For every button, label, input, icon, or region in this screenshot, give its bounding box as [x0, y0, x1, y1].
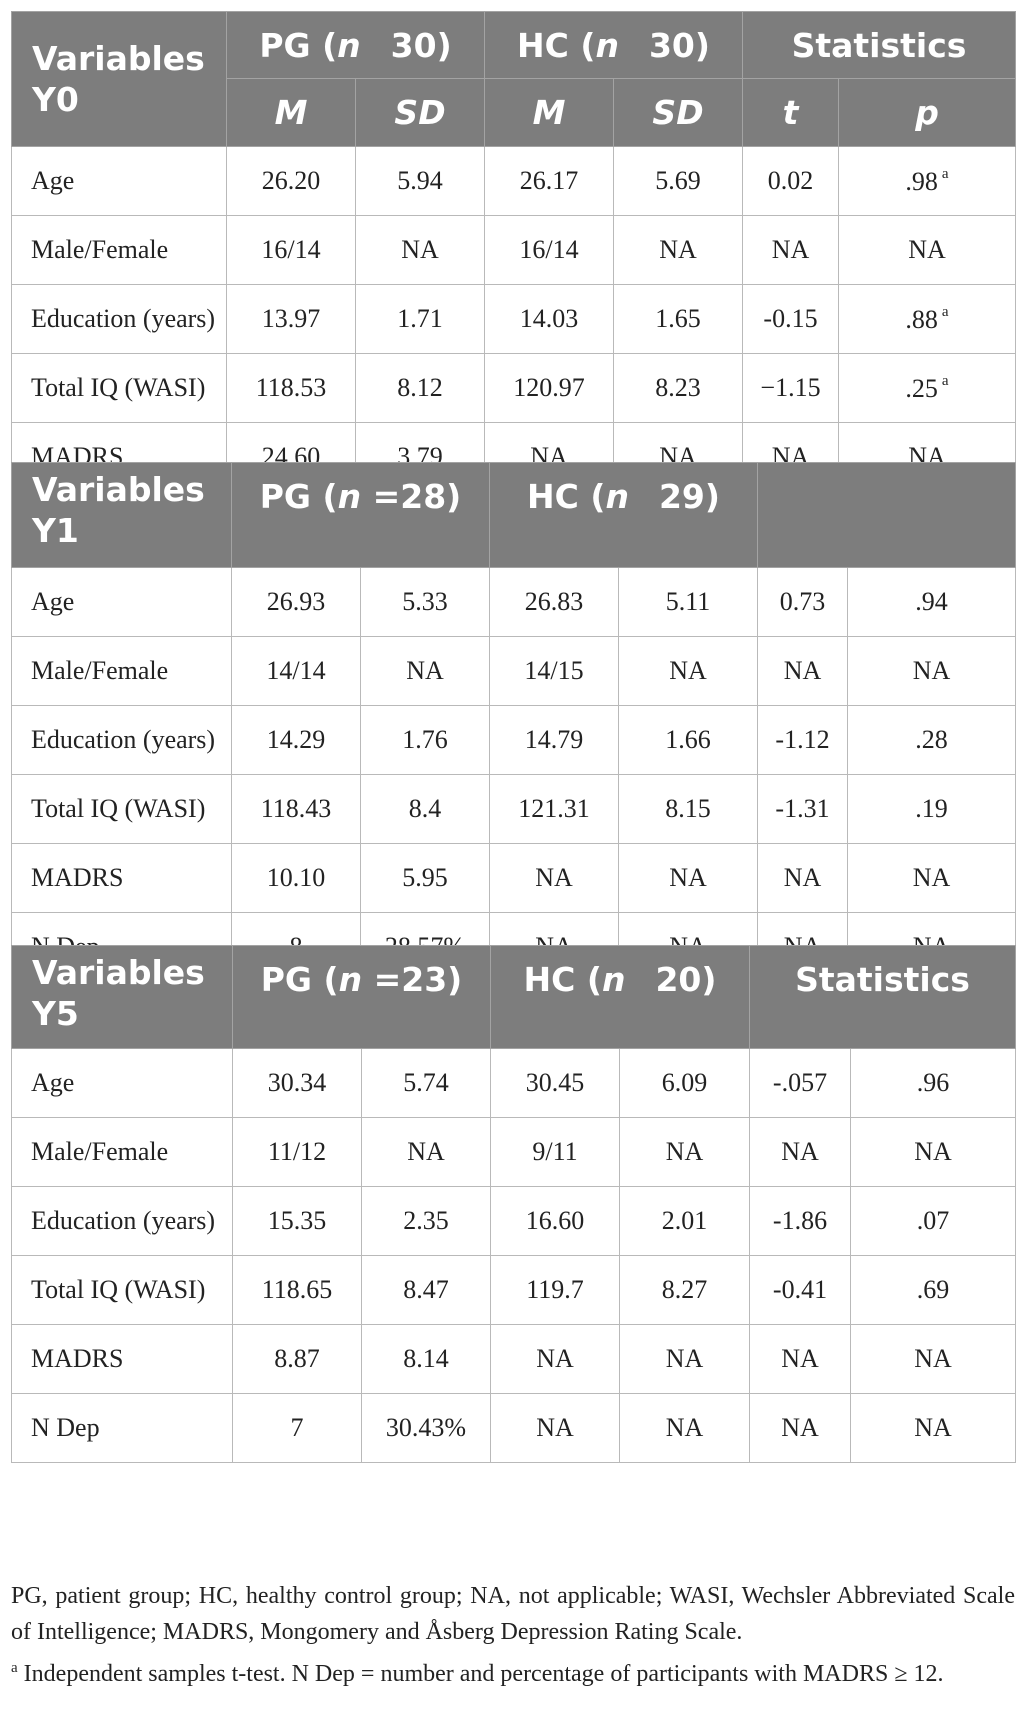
- cell: NA: [620, 1394, 750, 1463]
- cell: .88 $^a$: [839, 285, 1016, 354]
- row-label: Male/Female: [12, 216, 227, 285]
- cell: 8.87: [233, 1325, 362, 1394]
- cell: 30.45: [491, 1049, 620, 1118]
- variables-header-y0: Variables Y0: [12, 12, 227, 147]
- cell: 0.73: [758, 568, 848, 637]
- cell: .07: [851, 1187, 1016, 1256]
- table-row: [12, 1394, 1016, 1463]
- cell: 5.95: [361, 844, 490, 913]
- cell: .19: [848, 775, 1016, 844]
- row-label: MADRS: [12, 844, 232, 913]
- cell: NA: [758, 637, 848, 706]
- cell: 16/14: [227, 216, 356, 285]
- cell: 119.7: [491, 1256, 620, 1325]
- footnote-marker: a: [941, 303, 949, 320]
- cell: .98 $^a$: [839, 147, 1016, 216]
- cell: 15.35: [233, 1187, 362, 1256]
- hc-group-header-y1: HC (n 29): [490, 463, 758, 568]
- cell: 10.10: [232, 844, 361, 913]
- cell: NA: [491, 1394, 620, 1463]
- statistics-header-y5: Statistics: [750, 946, 1016, 1049]
- footnote-marker: a: [11, 1660, 18, 1676]
- table-y0: [11, 11, 1016, 492]
- pg-m-header: M: [227, 79, 356, 147]
- cell: .69: [851, 1256, 1016, 1325]
- cell: NA: [743, 216, 839, 285]
- row-label: Age: [12, 568, 232, 637]
- cell: NA: [758, 913, 848, 982]
- cell: 5.11: [619, 568, 758, 637]
- cell: NA: [485, 423, 614, 492]
- cell: 121.31: [490, 775, 619, 844]
- row-label: Education (years): [12, 285, 227, 354]
- row-label: Education (years): [12, 706, 232, 775]
- cell: NA: [491, 1325, 620, 1394]
- cell: 2.35: [362, 1187, 491, 1256]
- table-row: [12, 1187, 1016, 1256]
- table-row: [12, 1256, 1016, 1325]
- cell: NA: [848, 913, 1016, 982]
- cell: 5.74: [362, 1049, 491, 1118]
- table-row: [12, 216, 1016, 285]
- cell: 1.66: [619, 706, 758, 775]
- cell: -0.15: [743, 285, 839, 354]
- cell: 7: [233, 1394, 362, 1463]
- footnote-marker: a: [941, 372, 949, 389]
- variables-header-y5: Variables Y5: [12, 946, 233, 1049]
- cell: .96: [851, 1049, 1016, 1118]
- cell: NA: [851, 1325, 1016, 1394]
- cell: .94: [848, 568, 1016, 637]
- row-label: Total IQ (WASI): [12, 1256, 233, 1325]
- cell: NA: [839, 216, 1016, 285]
- cell: 8.4: [361, 775, 490, 844]
- cell: 26.93: [232, 568, 361, 637]
- cell: -0.41: [750, 1256, 851, 1325]
- cell: 30.34: [233, 1049, 362, 1118]
- cell: 8.14: [362, 1325, 491, 1394]
- cell: NA: [848, 844, 1016, 913]
- cell: NA: [750, 1394, 851, 1463]
- row-label: Male/Female: [12, 1118, 233, 1187]
- cell: 8.23: [614, 354, 743, 423]
- table-footnote: PG, patient group; HC, healthy control group; NA, not applicable; WASI, Wechsler Abbreviated Scale of Intelligence; MADRS, Mongomery and Åsberg Depression Rating Scale. $^a$ Independent samples t-test. N Dep = number and percentage of participants with MADRS ≥ 12.: [11, 1583, 1015, 1687]
- cell: .28: [848, 706, 1016, 775]
- cell: -1.12: [758, 706, 848, 775]
- hc-sd-header: SD: [614, 79, 743, 147]
- cell: NA: [743, 423, 839, 492]
- cell: 14/15: [490, 637, 619, 706]
- statistics-header-y0: Statistics: [743, 12, 1016, 79]
- cell: 5.33: [361, 568, 490, 637]
- cell: NA: [839, 423, 1016, 492]
- cell: 118.43: [232, 775, 361, 844]
- cell: 26.20: [227, 147, 356, 216]
- row-label: Total IQ (WASI): [12, 775, 232, 844]
- cell: 8.47: [362, 1256, 491, 1325]
- variables-header-y1: Variables Y1: [12, 463, 232, 568]
- row-label: Education (years): [12, 1187, 233, 1256]
- table-row: [12, 1049, 1016, 1118]
- cell: 8.15: [619, 775, 758, 844]
- cell: 24.60: [227, 423, 356, 492]
- p-header: p: [839, 79, 1016, 147]
- cell: 13.97: [227, 285, 356, 354]
- cell: 28,57%: [361, 913, 490, 982]
- row-label: MADRS: [12, 423, 227, 492]
- cell: NA: [750, 1325, 851, 1394]
- cell: NA: [758, 844, 848, 913]
- cell: NA: [614, 423, 743, 492]
- pg-group-header-y0: PG (n 30): [227, 12, 485, 79]
- cell: NA: [619, 913, 758, 982]
- row-label: Age: [12, 147, 227, 216]
- table-row: [12, 285, 1016, 354]
- cell: 16/14: [485, 216, 614, 285]
- table-row: [12, 147, 1016, 216]
- cell: 0.02: [743, 147, 839, 216]
- row-label: N Dep: [12, 913, 232, 982]
- cell: 2.01: [620, 1187, 750, 1256]
- footnote-marker: a: [941, 165, 949, 182]
- hc-group-header-y0: HC (n 30): [485, 12, 743, 79]
- cell: 14.03: [485, 285, 614, 354]
- cell: NA: [490, 844, 619, 913]
- table-row: [12, 706, 1016, 775]
- cell: NA: [356, 216, 485, 285]
- cell: NA: [620, 1118, 750, 1187]
- cell: NA: [619, 844, 758, 913]
- table-row: [12, 568, 1016, 637]
- cell: 30.43%: [362, 1394, 491, 1463]
- cell: 26.17: [485, 147, 614, 216]
- row-label: Age: [12, 1049, 233, 1118]
- cell: NA: [362, 1118, 491, 1187]
- cell: 11/12: [233, 1118, 362, 1187]
- table-row: [12, 844, 1016, 913]
- cell: −1.15: [743, 354, 839, 423]
- cell: 6.09: [620, 1049, 750, 1118]
- pg-group-header-y1: PG (n =28): [232, 463, 490, 568]
- cell: .25 $^a$: [839, 354, 1016, 423]
- row-label: MADRS: [12, 1325, 233, 1394]
- cell: -.057: [750, 1049, 851, 1118]
- cell: 5.69: [614, 147, 743, 216]
- cell: NA: [361, 637, 490, 706]
- cell: 1.65: [614, 285, 743, 354]
- cell: 14/14: [232, 637, 361, 706]
- cell: 8.27: [620, 1256, 750, 1325]
- hc-group-header-y5: HC (n 20): [491, 946, 750, 1049]
- table-row: [12, 775, 1016, 844]
- cell: -1.31: [758, 775, 848, 844]
- cell: 120.97: [485, 354, 614, 423]
- row-label: Male/Female: [12, 637, 232, 706]
- cell: 1.76: [361, 706, 490, 775]
- table-row: [12, 354, 1016, 423]
- table-y1: [11, 462, 1016, 982]
- cell: NA: [851, 1394, 1016, 1463]
- cell: 14.29: [232, 706, 361, 775]
- pg-sd-header: SD: [356, 79, 485, 147]
- statistics-header-y1: [758, 463, 1016, 568]
- cell: 16.60: [491, 1187, 620, 1256]
- table-y5: [11, 945, 1016, 1463]
- table-row: [12, 1325, 1016, 1394]
- cell: NA: [750, 1118, 851, 1187]
- pg-group-header-y5: PG (n =23): [233, 946, 491, 1049]
- cell: 118.53: [227, 354, 356, 423]
- cell: 1.71: [356, 285, 485, 354]
- cell: 3.79: [356, 423, 485, 492]
- cell: NA: [851, 1118, 1016, 1187]
- cell: NA: [619, 637, 758, 706]
- table-row: [12, 1118, 1016, 1187]
- t-header: t: [743, 79, 839, 147]
- cell: -1.86: [750, 1187, 851, 1256]
- cell: 9/11: [491, 1118, 620, 1187]
- hc-m-header: M: [485, 79, 614, 147]
- cell: NA: [490, 913, 619, 982]
- cell: NA: [620, 1325, 750, 1394]
- cell: 8.12: [356, 354, 485, 423]
- cell: NA: [848, 637, 1016, 706]
- cell: 14.79: [490, 706, 619, 775]
- row-label: N Dep: [12, 1394, 233, 1463]
- cell: 5.94: [356, 147, 485, 216]
- cell: 118.65: [233, 1256, 362, 1325]
- cell: NA: [614, 216, 743, 285]
- table-row: [12, 637, 1016, 706]
- row-label: Total IQ (WASI): [12, 354, 227, 423]
- cell: 26.83: [490, 568, 619, 637]
- cell: 8: [232, 913, 361, 982]
